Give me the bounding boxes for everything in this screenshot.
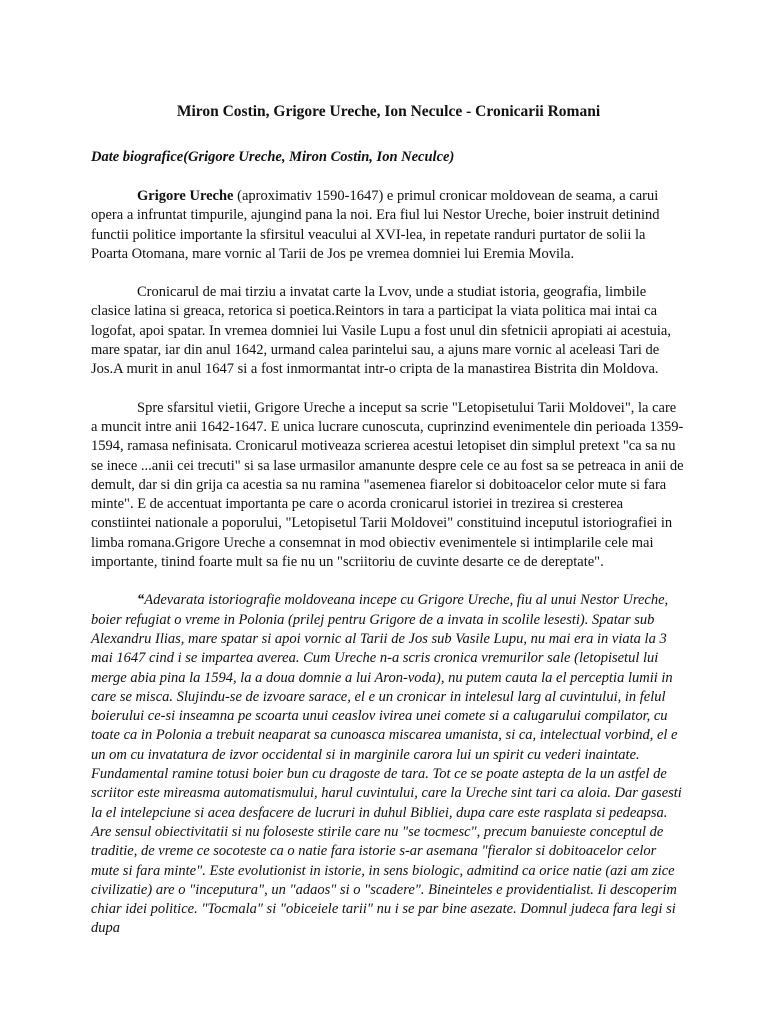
paragraph-2: Cronicarul de mai tirziu a invatat carte la Lvov, unde a studiat istoria, geografia, limbile clasice latina si greaca, retorica si poetica.Reintors in tara a participat la viata politica mai intai ca logofat, apoi spatar. In vremea domniei lui Vasile Lupu a fost unul din sfetnicii apropiati ai acestuia, mare spatar, iar din anul 1642, urmand calea parintelui sau, a ajuns mare vornic al aceleasi Tari de Jos.A murit in anul 1647 si a fost inmormantat intr-o cripta de la manastirea Bistrita din Moldova. <box>91 284 671 378</box>
opening-quote-mark: “ <box>137 592 145 609</box>
paragraph-1-text: (aproximativ 1590-1647) e primul cronicar moldovean de seama, a carui opera a infruntat timpurile, ajungind pana la noi. Era fiul lui Nestor Ureche, boier instruit detinind functii politice importante la sfirsitul veacului al XVI-lea, in repetate randuri purtator de solii la Poarta Otomana, mare vornic al Tarii de Jos pe vremea domniei lui Eremia Movila. <box>91 188 660 262</box>
paragraph-3: Spre sfarsitul vietii, Grigore Ureche a inceput sa scrie "Letopisetului Tarii Moldovei", la care a muncit intre anii 1642-1647. E unica lucrare cunoscuta, cuprinzind evenimentele din perioada 1359-1594, ramasa nefinisata. Cronicarul motiveaza scrierea acestui letopiset din simplul pretext "ca sa nu se inece ...anii cei trecuti" si sa lase urmasilor amanunte despre cele ce au fost sa se petreaca in anii de demult, dar si din grija ca acestia sa nu ramina "asemenea fiarelor si dobitoacelor celor mute si fara minte". E de accentuat importanta pe care o acorda cronicarul istoriei in trezirea si cresterea constiintei nationale a poporului, "Letopisetul Tarii Moldovei" constituind inceputul istoriografiei in limba romana.Grigore Ureche a consemnat in mod obiectiv evenimentele si intimplarile cele mai importante, tinind foarte mult sa fie nu un "scriitoriu de cuvinte desarte ce de dereptate". <box>91 399 684 571</box>
paragraph-1-name: Grigore Ureche <box>137 188 234 204</box>
paragraph-4-text: Adevarata istoriografie moldoveana incepe cu Grigore Ureche, fiu al unui Nestor Ureche, boier refugiat o vreme in Polonia (prilej pentru Grigore de a invata in scolile lesesti). Spatar sub Alexandru Ilias, mare spatar si apoi vornic al Tarii de Jos sub Vasile Lupu, nu mai era in viata la 3 mai 1647 cind i se impartea averea. Cum Ureche n-a scris cronica vremurilor sale (letopisetul lui merge abia pina la 1594, la a doua domnie a lui Aron-voda), nu putem cauta la el perceptia lumii in care se misca. Slujindu-se de izvoare sarace, el e un cronicar in intelesul larg al cuvintului, in felul boierului ce-si inseamna pe scoarta unui ceaslov ivirea unei comete si a calugarului compilator, cu toate ca in Polonia a trebuit neaparat sa cunoasca miscarea umanista, si ca, intelectual vorbind, el e un om cu invatatura de izvor occidental si in marginile carora lui un spirit cu vederi inaintate. Fundamental ramine totusi boier bun cu dragoste de tara. Tot ce se poate astepta de la un astfel de scriitor este mireasma automatismului, harul cuvintului, care la Ureche sint tari ca aloia. Dar gasesti la el intelepciune si acea desfacere de lucruri in duhul Bibliei, dupa care este rasplata si pedeapsa. Are sensul obiectivitatii si nu foloseste stirile care nu "se tocmesc", precum banuieste conceptul de traditie, de vreme ce socoteste ca o natie fara istorie s-ar asemana "fieralor si dobitoacelor celor mute si fara minte". Este evolutionist in istorie, in sens biologic, admitind ca orice natie (azi am zice civilizatie) are o "inceputura", un "adaos" si o "scadere". Bineinteles e providentialist. Ii descoperim chiar idei politice. "Tocmala" si "obiceiele tarii" nu i se par bine asezate. Domnul judeca fara legi si dupa <box>91 592 682 937</box>
section-subtitle: Date biografice(Grigore Ureche, Miron Costin, Ion Neculce) <box>91 149 455 165</box>
paragraph-4-quote <box>91 591 686 938</box>
document-title: Miron Costin, Grigore Ureche, Ion Neculce - Cronicarii Romani <box>176 103 601 120</box>
paragraph-1 <box>91 187 686 264</box>
document-page <box>91 102 686 958</box>
